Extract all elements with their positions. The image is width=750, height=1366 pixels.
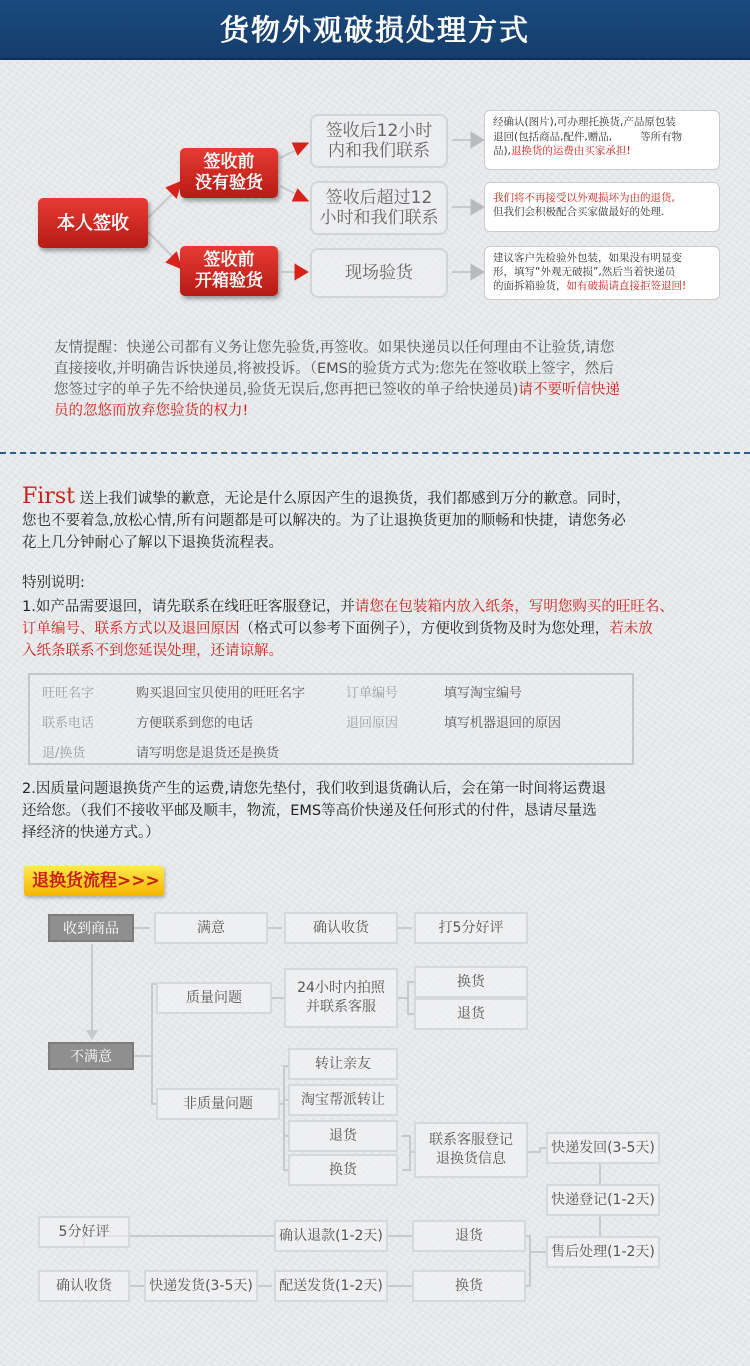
slip-phone-label: 联系电话 — [42, 716, 95, 731]
flow-deliver: 配送发货(1-2天) — [274, 1270, 388, 1302]
flow-confirm-refund: 确认退款(1-2天) — [274, 1220, 388, 1252]
flow-exchange-c: 换货 — [412, 1270, 526, 1302]
slip-wangwang-value: 购买退回宝贝使用的旺旺名字 — [136, 686, 306, 701]
special-note-item1: 1.如产品需要退回，请先联系在线旺旺客服登记，并请您在包装箱内放入纸条，写明您购买的旺旺名、 订单编号、联系方式以及退回原因（格式可以参考下面例子），方便收到货物及时为您处理，若未放 入纸条联系不到您延误处理，还请谅解。 — [22, 599, 674, 659]
special-note-label: 特别说明: — [22, 575, 85, 591]
return-flow-banner: 退换货流程>>> — [24, 866, 164, 896]
flow-return-a: 退货 — [414, 998, 528, 1030]
flow-contact-service: 联系客服登记 退换货信息 — [414, 1122, 528, 1178]
flow-ship-back: 快递发回(3-5天) — [546, 1132, 660, 1164]
flow-confirm-receipt: 确认收货 — [284, 912, 398, 944]
no-inspect-button: 签收前 没有验货 — [180, 148, 278, 198]
within-12h-box: 签收后12小时 内和我们联系 — [310, 114, 448, 168]
flow-photo-contact: 24小时内拍照 并联系客服 — [284, 968, 398, 1028]
flow-exchange-b: 换货 — [288, 1154, 398, 1186]
flow-exchange-a: 换货 — [414, 966, 528, 998]
flow-received: 收到商品 — [48, 914, 134, 942]
slip-wangwang-label: 旺旺名字 — [42, 686, 95, 701]
slip-phone-value: 方便联系到您的电话 — [136, 716, 254, 731]
slip-type-value: 请写明您是退货还是换货 — [136, 746, 280, 761]
slip-reason-label: 退回原因 — [346, 716, 399, 731]
flow-express-ship: 快递发货(3-5天) — [144, 1270, 258, 1302]
flow-after-sale: 售后处理(1-2天) — [546, 1236, 660, 1268]
slip-order-value: 填写淘宝编号 — [444, 686, 523, 701]
section-divider — [0, 452, 750, 454]
first-heading: First — [22, 484, 75, 509]
flow-transfer-friend: 转让亲友 — [288, 1048, 398, 1080]
special-note-item2: 2.因质量问题退换货产生的运费,请您先垫付，我们收到退货确认后，会在第一时间将运费退 还给您。（我们不接收平邮及顺丰，物流，EMS等高价快递及任何形式的付件，恳请尽量选 择经济的快递方式。） — [22, 781, 606, 841]
note-after-12h: 我们将不再接受以外观损坏为由的退货, 但我们会积极配合买家做最好的处理. — [484, 182, 720, 232]
flow-non-quality-issue: 非质量问题 — [156, 1088, 280, 1120]
onsite-inspect-box: 现场验货 — [310, 248, 448, 298]
page-title: 货物外观破损处理方式 — [0, 0, 750, 60]
friendly-reminder: 友情提醒：快递公司都有义务让您先验货,再签收。如果快递员以任何理由不让验货,请您 直接接收,并明确告诉快递员,将被投诉。（EMS的验货方式为:您先在签收联上签字，然后 您签过字的单子先不给快递员,验货无误后,您再把已签收的单子给快递员)请不要听信快递 员的忽悠而放弃您验货的权力! — [54, 340, 620, 419]
flow-satisfied: 满意 — [154, 912, 268, 944]
note-within-12h: 经确认(图片),可办理托换货,产品原包装 退回(包括商品,配件,赠品, 等所有物 品),退换货的运费由买家承担! — [484, 110, 720, 170]
flow-ship-register: 快递登记(1-2天) — [546, 1184, 660, 1216]
flow-taobao-transfer: 淘宝帮派转让 — [288, 1084, 398, 1116]
self-sign-button: 本人签收 — [38, 198, 148, 248]
flow-unsatisfied: 不满意 — [48, 1042, 134, 1070]
flow-5star-rating-2: 5分好评 — [38, 1216, 130, 1248]
flow-quality-issue: 质量问题 — [156, 982, 272, 1014]
slip-reason-value: 填写机器退回的原因 — [444, 716, 562, 731]
intro-paragraph: First 送上我们诚挚的歉意，无论是什么原因产生的退换货，我们都感到万分的歉意。同时， 您也不要着急,放松心情,所有问题都是可以解决的。为了让退换货更加的顺畅和快捷，请您务必 花上几分钟耐心了解以下退换货流程表。 — [22, 484, 631, 551]
flow-5star-rating: 打5分好评 — [414, 912, 528, 944]
after-12h-box: 签收后超过12 小时和我们联系 — [310, 181, 448, 235]
open-inspect-button: 签收前 开箱验货 — [180, 246, 278, 296]
flow-return-b: 退货 — [288, 1120, 398, 1152]
flow-return-c: 退货 — [412, 1220, 526, 1252]
slip-order-label: 订单编号 — [346, 686, 399, 701]
slip-type-label: 退/换货 — [42, 746, 86, 761]
flow-confirm-receipt-2: 确认收货 — [38, 1270, 130, 1302]
note-onsite: 建议客户先检验外包装，如果没有明显变 形，填写“外观无破损”,然后当着快递员 的面拆箱验货，如有破损请直接拒签退回! — [484, 246, 720, 300]
